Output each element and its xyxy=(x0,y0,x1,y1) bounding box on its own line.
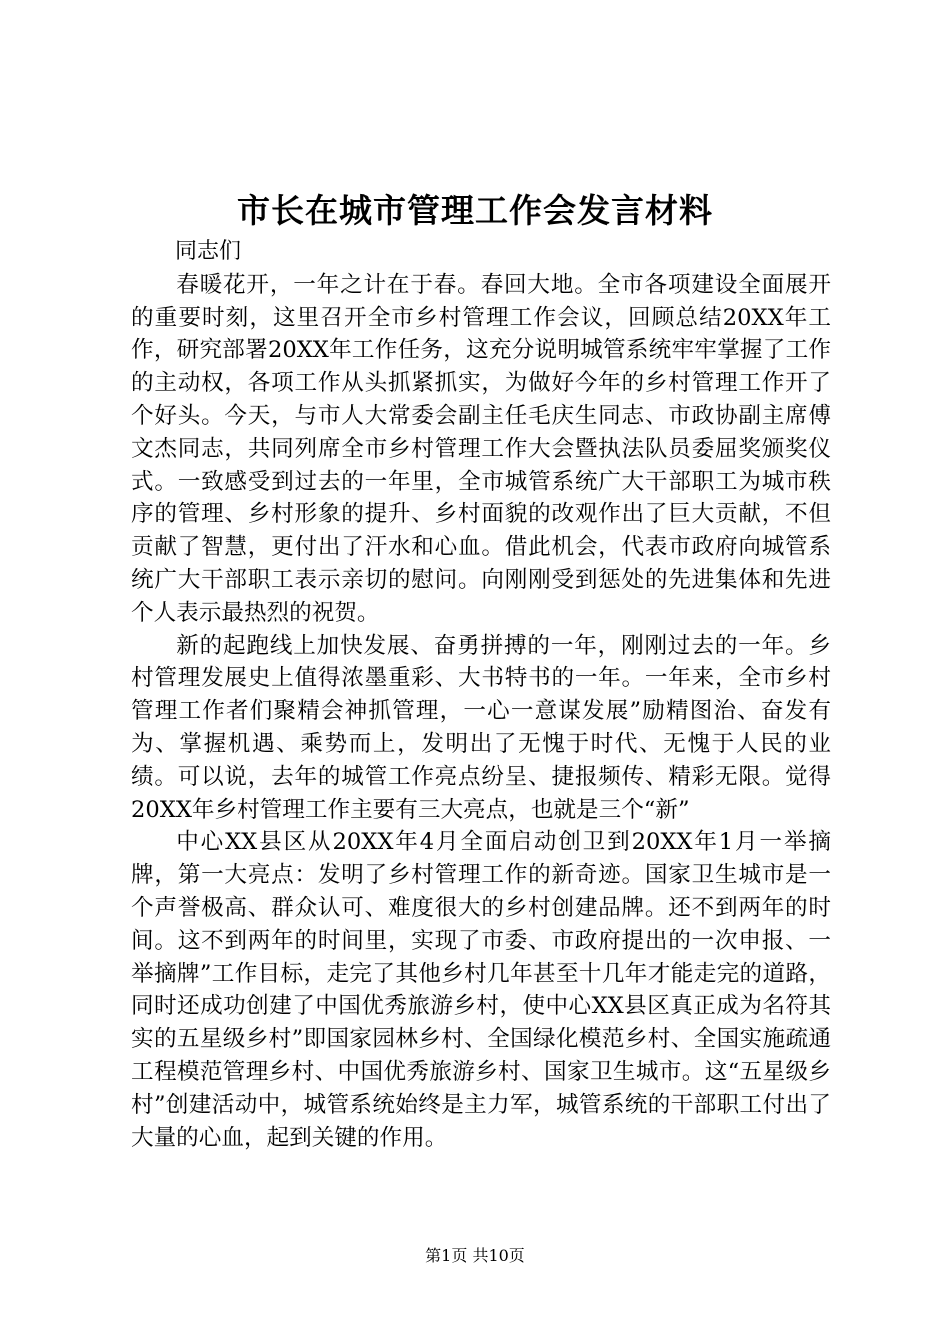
paragraph-1: 春暖花开，一年之计在于春。春回大地。全市各项建设全面展开的重要时刻，这里召开全市乡村管理工作会议，回顾总结20XX年工作，研究部署20XX年工作任务，这充分说明城管系统牢牢掌握了工作的主动权，各项工作从头抓紧抓实，为做好今年的乡村管理工作开了个好头。今天，与市人大常委会副主任毛庆生同志、市政协副主席傅文杰同志，共同列席全市乡村管理工作大会暨执法队员委屈奖颁奖仪式。一致感受到过去的一年里，全市城管系统广大干部职工为城市秩序的管理、乡村形象的提升、乡村面貌的改观作出了巨大贡献，不但贡献了智慧，更付出了汗水和心血。借此机会，代表市政府向城管系统广大干部职工表示亲切的慰问。向刚刚受到惩处的先进集体和先进个人表示最热烈的祝贺。 xyxy=(131,271,831,626)
paragraph-2: 新的起跑线上加快发展、奋勇拼搏的一年，刚刚过去的一年。乡村管理发展史上值得浓墨重彩、大书特书的一年。一年来，全市乡村管理工作者们聚精会神抓管理，一心一意谋发展”励精图治、奋发有为、掌握机遇、乘势而上，发明出了无愧于时代、无愧于人民的业绩。可以说，去年的城管工作亮点纷呈、捷报频传、精彩无限。觉得20XX年乡村管理工作主要有三大亮点，也就是三个“新” xyxy=(131,632,831,823)
paragraph-3: 中心XX县区从20XX年4月全面启动创卫到20XX年1月一举摘牌，第一大亮点：发明了乡村管理工作的新奇迹。国家卫生城市是一个声誉极高、群众认可、难度很大的乡村创建品牌。还不到两年的时间。这不到两年的时间里，实现了市委、市政府提出的一次申报、一举摘牌”工作目标，走完了其他乡村几年甚至十几年才能走完的道路，同时还成功创建了中国优秀旅游乡村，使中心XX县区真正成为名符其实的五星级乡村”即国家园林乡村、全国绿化模范乡村、全国实施疏通工程模范管理乡村、中国优秀旅游乡村、国家卫生城市。这“五星级乡村”创建活动中，城管系统始终是主力军，城管系统的干部职工付出了大量的心血，起到关键的作用。 xyxy=(131,829,831,1151)
page-number-footer: 第1页 共10页 xyxy=(425,1246,525,1265)
document-body xyxy=(131,236,831,1154)
document-title: 市长在城市管理工作会发言材料 xyxy=(237,191,713,230)
salutation: 同志们 xyxy=(175,239,242,264)
